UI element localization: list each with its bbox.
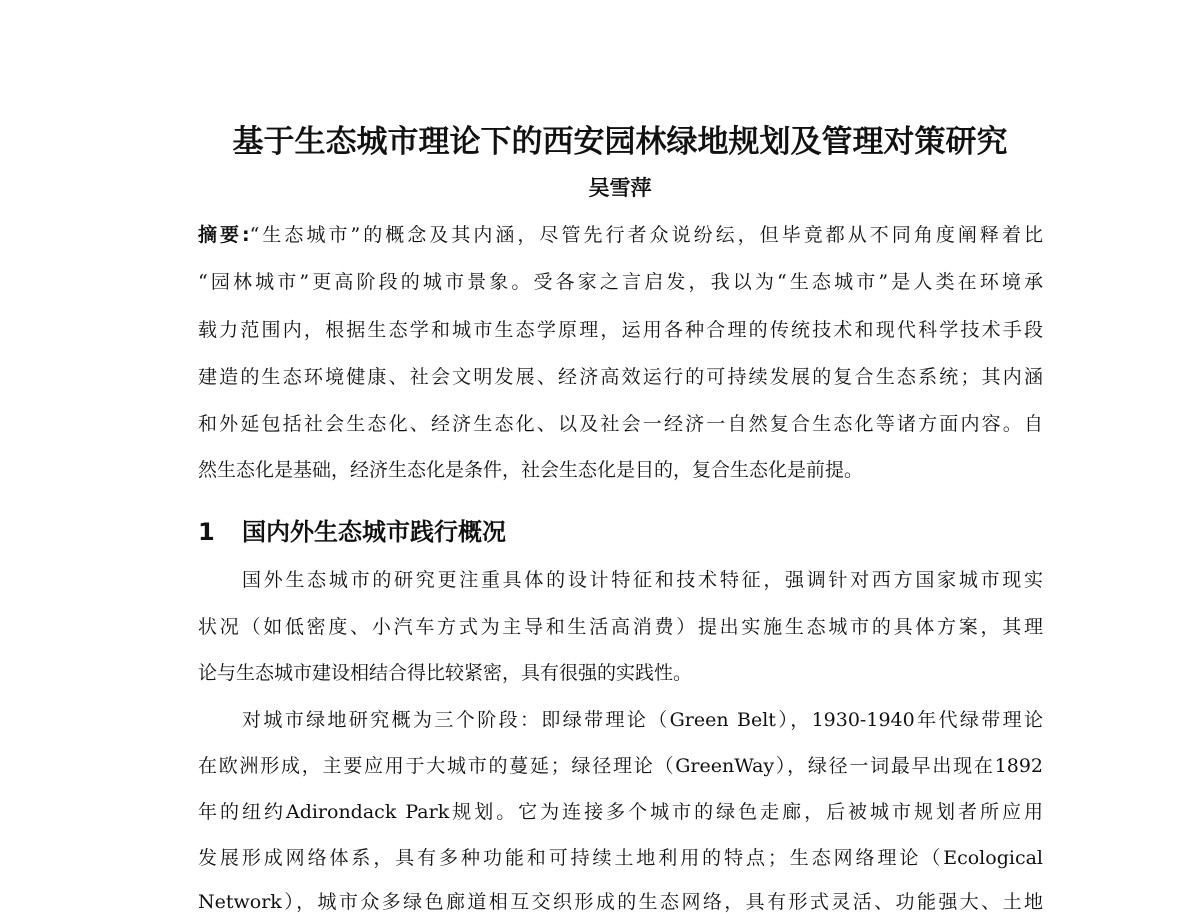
abstract-line-2: “园林城市”更高阶段的城市景象。受各家之言启发，我以为“生态城市”是人类在环境承 [198, 271, 1043, 293]
paragraph-2-line-3: 年的纽约Adirondack Park规划。它为连接多个城市的绿色走廊，后被城市规划者所应用 [198, 801, 1043, 823]
section-heading-1 [198, 512, 506, 547]
abstract-line-3: 载力范围内，根据生态学和城市生态学原理，运用各种合理的传统技术和现代科学技术手段 [198, 319, 1043, 341]
abstract-line-4: 建造的生态环境健康、社会文明发展、经济高效运行的可持续发展的复合生态系统；其内涵 [198, 366, 1043, 388]
paragraph-2-line-5: Network），城市众多绿色廊道相互交织形成的生态网络，具有形式灵活、功能强大、土地 [198, 891, 1043, 913]
abstract-line-5: 和外延包括社会生态化、经济生态化、以及社会一经济一自然复合生态化等诸方面内容。自 [198, 413, 1043, 435]
paragraph-2-line-1: 对城市绿地研究概为三个阶段：即绿带理论（Green Belt），1930-1940年代绿带理论 [242, 709, 1043, 731]
abstract-line-1 [198, 220, 1043, 247]
paragraph-2-line-4: 发展形成网络体系，具有多种功能和可持续土地利用的特点；生态网络理论（Ecological [198, 847, 1043, 869]
paragraph-1-line-2: 状况（如低密度、小汽车方式为主导和生活高消费）提出实施生态城市的具体方案，其理 [198, 616, 1043, 638]
section-number: 1 [198, 518, 215, 546]
paragraph-2-line-2: 在欧洲形成，主要应用于大城市的蔓延；绿径理论（GreenWay），绿径一词最早出现在1892 [198, 755, 1043, 777]
paper-title: 基于生态城市理论下的西安园林绿地规划及管理对策研究 [232, 124, 1008, 160]
section-title: 国内外生态城市践行概况 [242, 518, 506, 546]
paragraph-1-line-1: 国外生态城市的研究更注重具体的设计特征和技术特征，强调针对西方国家城市现实 [242, 569, 1043, 591]
abstract-label: 摘要: [198, 224, 250, 246]
paragraph-1-line-3: 论与生态城市建设相结合得比较紧密，具有很强的实践性。 [198, 662, 693, 684]
abstract-line-6: 然生态化是基础，经济生态化是条件，社会生态化是目的，复合生态化是前提。 [198, 459, 864, 481]
abstract-line-1-text: “生态城市”的概念及其内涵，尽管先行者众说纷纭，但毕竟都从不同角度阐释着比 [249, 224, 1043, 246]
paper-author: 吴雪萍 [588, 176, 652, 200]
